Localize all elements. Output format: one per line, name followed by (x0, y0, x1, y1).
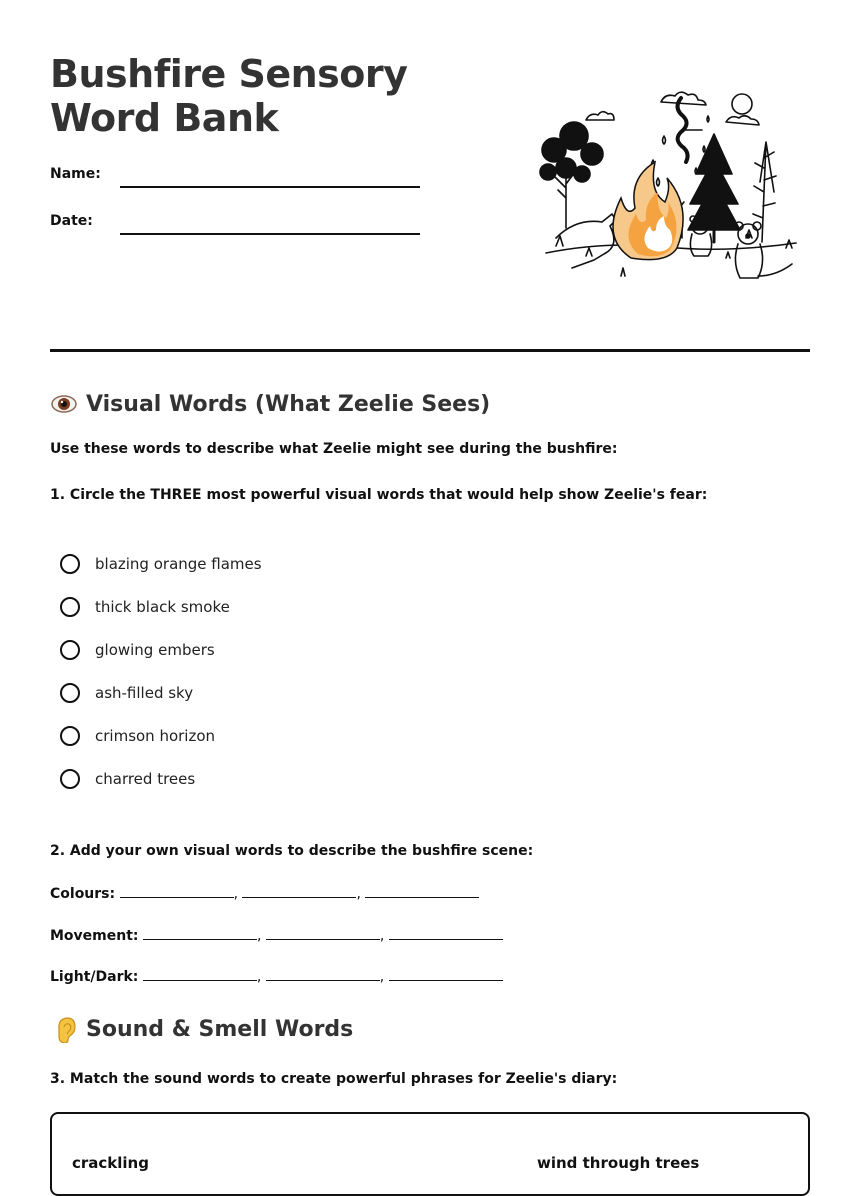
option-blazing-orange-flames[interactable] (60, 551, 262, 577)
blank-field[interactable] (389, 925, 503, 940)
sound-section-title: Sound & Smell Words (86, 1016, 354, 1042)
blank-field[interactable] (120, 883, 234, 898)
blank-field[interactable] (266, 925, 380, 940)
cloud-icon (726, 116, 759, 125)
visual-section-title: Visual Words (What Zeelie Sees) (86, 391, 491, 417)
option-label: thick black smoke (95, 598, 230, 616)
ear-icon (50, 1015, 78, 1043)
section-divider (50, 349, 810, 352)
option-crimson-horizon[interactable] (60, 723, 215, 749)
radio-button[interactable] (60, 726, 80, 746)
cloud-icon (661, 92, 706, 105)
radio-button[interactable] (60, 683, 80, 703)
match-right-item[interactable]: wind through trees (537, 1154, 700, 1172)
radio-button[interactable] (60, 640, 80, 660)
bare-tree-icon (753, 142, 776, 242)
blank-field[interactable] (266, 966, 380, 981)
date-label: Date: (50, 213, 93, 229)
pine-tree-icon (688, 134, 740, 242)
eye-icon (50, 390, 78, 418)
colours-label: Colours: (50, 886, 116, 902)
visual-intro: Use these words to describe what Zeelie might see during the bushfire: (50, 441, 618, 457)
option-label: ash-filled sky (95, 684, 194, 702)
sun-icon (732, 94, 752, 114)
kangaroo-icon (556, 214, 616, 268)
option-glowing-embers[interactable] (60, 637, 215, 663)
option-label: blazing orange flames (95, 555, 262, 573)
matching-box (50, 1112, 810, 1196)
radio-button[interactable] (60, 769, 80, 789)
cloud-icon (586, 112, 614, 120)
option-ash-filled-sky[interactable] (60, 680, 193, 706)
blank-field[interactable] (365, 883, 479, 898)
sound-section-heading (50, 1015, 353, 1043)
option-thick-black-smoke[interactable] (60, 594, 230, 620)
option-label: crimson horizon (95, 727, 216, 745)
option-charred-trees[interactable] (60, 766, 195, 792)
match-left-item[interactable]: crackling (72, 1154, 149, 1172)
light-dark-label: Light/Dark: (50, 969, 139, 985)
date-field[interactable] (120, 233, 420, 235)
bushfire-illustration (536, 88, 806, 288)
blank-field[interactable] (242, 883, 356, 898)
blank-field[interactable] (389, 966, 503, 981)
name-label: Name: (50, 166, 101, 182)
koala-icon (735, 222, 792, 278)
question-3: 3. Match the sound words to create powerful phrases for Zeelie's diary: (50, 1071, 618, 1087)
flame-icon (613, 162, 683, 260)
radio-button[interactable] (60, 597, 80, 617)
blank-field[interactable] (143, 925, 257, 940)
colours-row: Colours: , , (50, 883, 479, 902)
movement-row: Movement: , , (50, 925, 503, 944)
worksheet-title: Bushfire Sensory Word Bank (50, 52, 408, 140)
movement-label: Movement: (50, 928, 139, 944)
question-1: 1. Circle the THREE most powerful visual words that would help show Zeelie's fear: (50, 487, 708, 503)
question-2: 2. Add your own visual words to describe the bushfire scene: (50, 843, 534, 859)
tree-icon (540, 122, 603, 228)
radio-button[interactable] (60, 554, 80, 574)
option-label: glowing embers (95, 641, 215, 659)
name-field[interactable] (120, 186, 420, 188)
blank-field[interactable] (143, 966, 257, 981)
option-label: charred trees (95, 770, 196, 788)
light-dark-row: Light/Dark: , , (50, 966, 503, 985)
visual-section-heading (50, 390, 490, 418)
